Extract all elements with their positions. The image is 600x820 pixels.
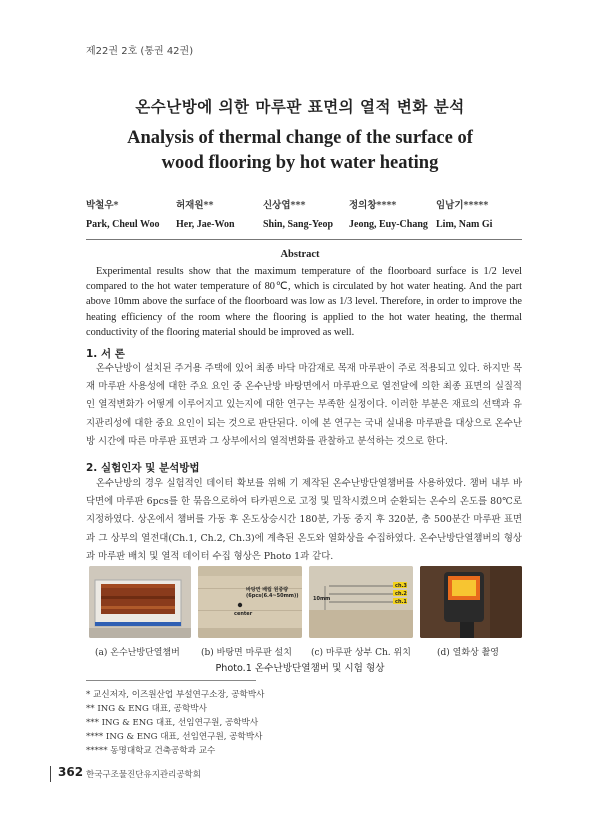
- footnote-4: **** ING & ENG 대표, 선임연구원, 공학박사: [86, 732, 263, 742]
- author-4: [349, 197, 428, 230]
- author-1: [86, 197, 159, 230]
- section-1-heading: 1. 서 론: [86, 348, 125, 360]
- section-1-text: 온수난방이 설치된 주거용 주택에 있어 최종 바닥 마감재로 목재 마루판이 주로 적용되고 있다. 하지만 목재 마루판 사용성에 대한 주요 요인 중 온수난방 바탕면에서 마루판으로 열전달에 의한 최종 표면의 실질적인 열적변화가 어떻게 이루어지고 있는지에 대한 연구는 부족한 실정이다. 이러한 부분은 재료의 선택과 유지관리성에 대한 중요 요인이 되는 것으로 판단된다. 이에 본 연구는 국내 실내용 마루판을 대상으로 온수난방 시간에 따른 마루판 표면과 그 상부에서의 열적변화를 관찰하고 분석하는 것으로 한다.: [86, 363, 522, 447]
- photo-b-label-2: (6pcs(6.4~50mm)): [246, 593, 299, 599]
- photo-title: Photo.1 온수난방단열챔버 및 시험 형상: [215, 663, 385, 674]
- footnote-5: ***** 동명대학교 건축공학과 교수: [86, 746, 216, 756]
- author-3-kr: 신상엽***: [263, 200, 306, 211]
- title-english-line1: Analysis of thermal change of the surface of: [127, 128, 473, 148]
- photo-floorboard: [198, 566, 302, 638]
- photo-chamber: [89, 566, 191, 638]
- photo-thermal: [420, 566, 522, 638]
- caption-a: (a) 온수난방단열챔버: [95, 648, 180, 658]
- author-1-kr: 박철우*: [86, 200, 119, 211]
- footer-bar: [50, 766, 51, 782]
- caption-b: (b) 바탕면 마루판 설치: [201, 648, 292, 658]
- author-2-kr: 허재원**: [176, 200, 214, 211]
- section-2-text: 온수난방의 경우 실험적인 데이터 확보를 위해 기 제작된 온수난방단열챔버를 사용하였다. 챔버 내부 바닥면에 마루판 6pcs를 한 묶음으로하여 타카핀으로 고정 및 밀착시켰으며 순환되는 온수의 온도를 80℃로 지정하였다. 상온에서 챔버를 가동 후 온도상승시간 180분, 가동 중지 후 320분, 총 500분간 마루판 표면과 그 상부의 열전대(Ch.1, Ch.2, Ch.3)에 계측된 온도와 열화상을 수집하였다. 온수난방단열챔버의 형상과 마루판 배치 및 열적 데이터 수집 형상은 Photo 1과 같다.: [86, 478, 522, 562]
- photo-b-label-1: 바탕면 배립 원중량: [246, 587, 289, 593]
- author-4-kr: 정의창****: [349, 200, 397, 211]
- issue-number: 제22권 2호 (통권 42권): [86, 46, 194, 57]
- photo-c-dimension: 10mm: [313, 596, 331, 602]
- author-5: [436, 197, 492, 230]
- caption-c: (c) 마루판 상부 Ch. 위치: [311, 648, 411, 658]
- photo-channels: [309, 566, 413, 638]
- footnote-1: * 교신저자, 이즈원산업 부설연구소장, 공학박사: [86, 690, 265, 700]
- photo-c-ch1: ch.1: [395, 599, 407, 605]
- divider: [86, 239, 522, 240]
- footnote-2: ** ING & ENG 대표, 공학박사: [86, 704, 207, 714]
- title-english-line2: wood flooring by hot water heating: [161, 153, 439, 173]
- title-korean: 온수난방에 의한 마루판 표면의 열적 변화 분석: [135, 97, 465, 116]
- abstract-text: Experimental results show that the maximum temperature of the floorboard surface is 1/2 level compared to the hot water temperature of 80℃, which is circulated by hot water heating. And the part above 10mm above the surface of the floorboard was low as 1/3 level. Therefore, in order to improve the heating efficiency of the room where the flooring is applied to the hot water heating, the thermal conductivity of the flooring material should be improved as well.: [86, 266, 522, 338]
- author-3: [263, 197, 333, 230]
- photo-c-ch3: ch.3: [395, 583, 407, 589]
- section-2-heading: 2. 실험인자 및 분석방법: [86, 462, 200, 474]
- author-5-en: Lim, Nam Gi: [436, 219, 493, 230]
- caption-d: (d) 열화상 촬영: [437, 648, 499, 658]
- photo-c-ch2: ch.2: [395, 591, 407, 597]
- author-2: [176, 197, 235, 230]
- photo-b-center-label: center: [234, 611, 253, 617]
- journal-name: 한국구조물진단유지관리공학회: [86, 770, 201, 780]
- abstract-heading: Abstract: [280, 249, 320, 260]
- author-1-en: Park, Cheul Woo: [86, 219, 160, 230]
- footnote-divider: [86, 680, 256, 681]
- author-2-en: Her, Jae-Won: [176, 219, 235, 230]
- author-3-en: Shin, Sang-Yeop: [263, 219, 334, 230]
- author-5-kr: 임남기*****: [436, 200, 489, 211]
- footnote-3: *** ING & ENG 대표, 선임연구원, 공학박사: [86, 718, 259, 728]
- page-number: 362: [58, 765, 84, 779]
- author-4-en: Jeong, Euy-Chang: [349, 219, 428, 230]
